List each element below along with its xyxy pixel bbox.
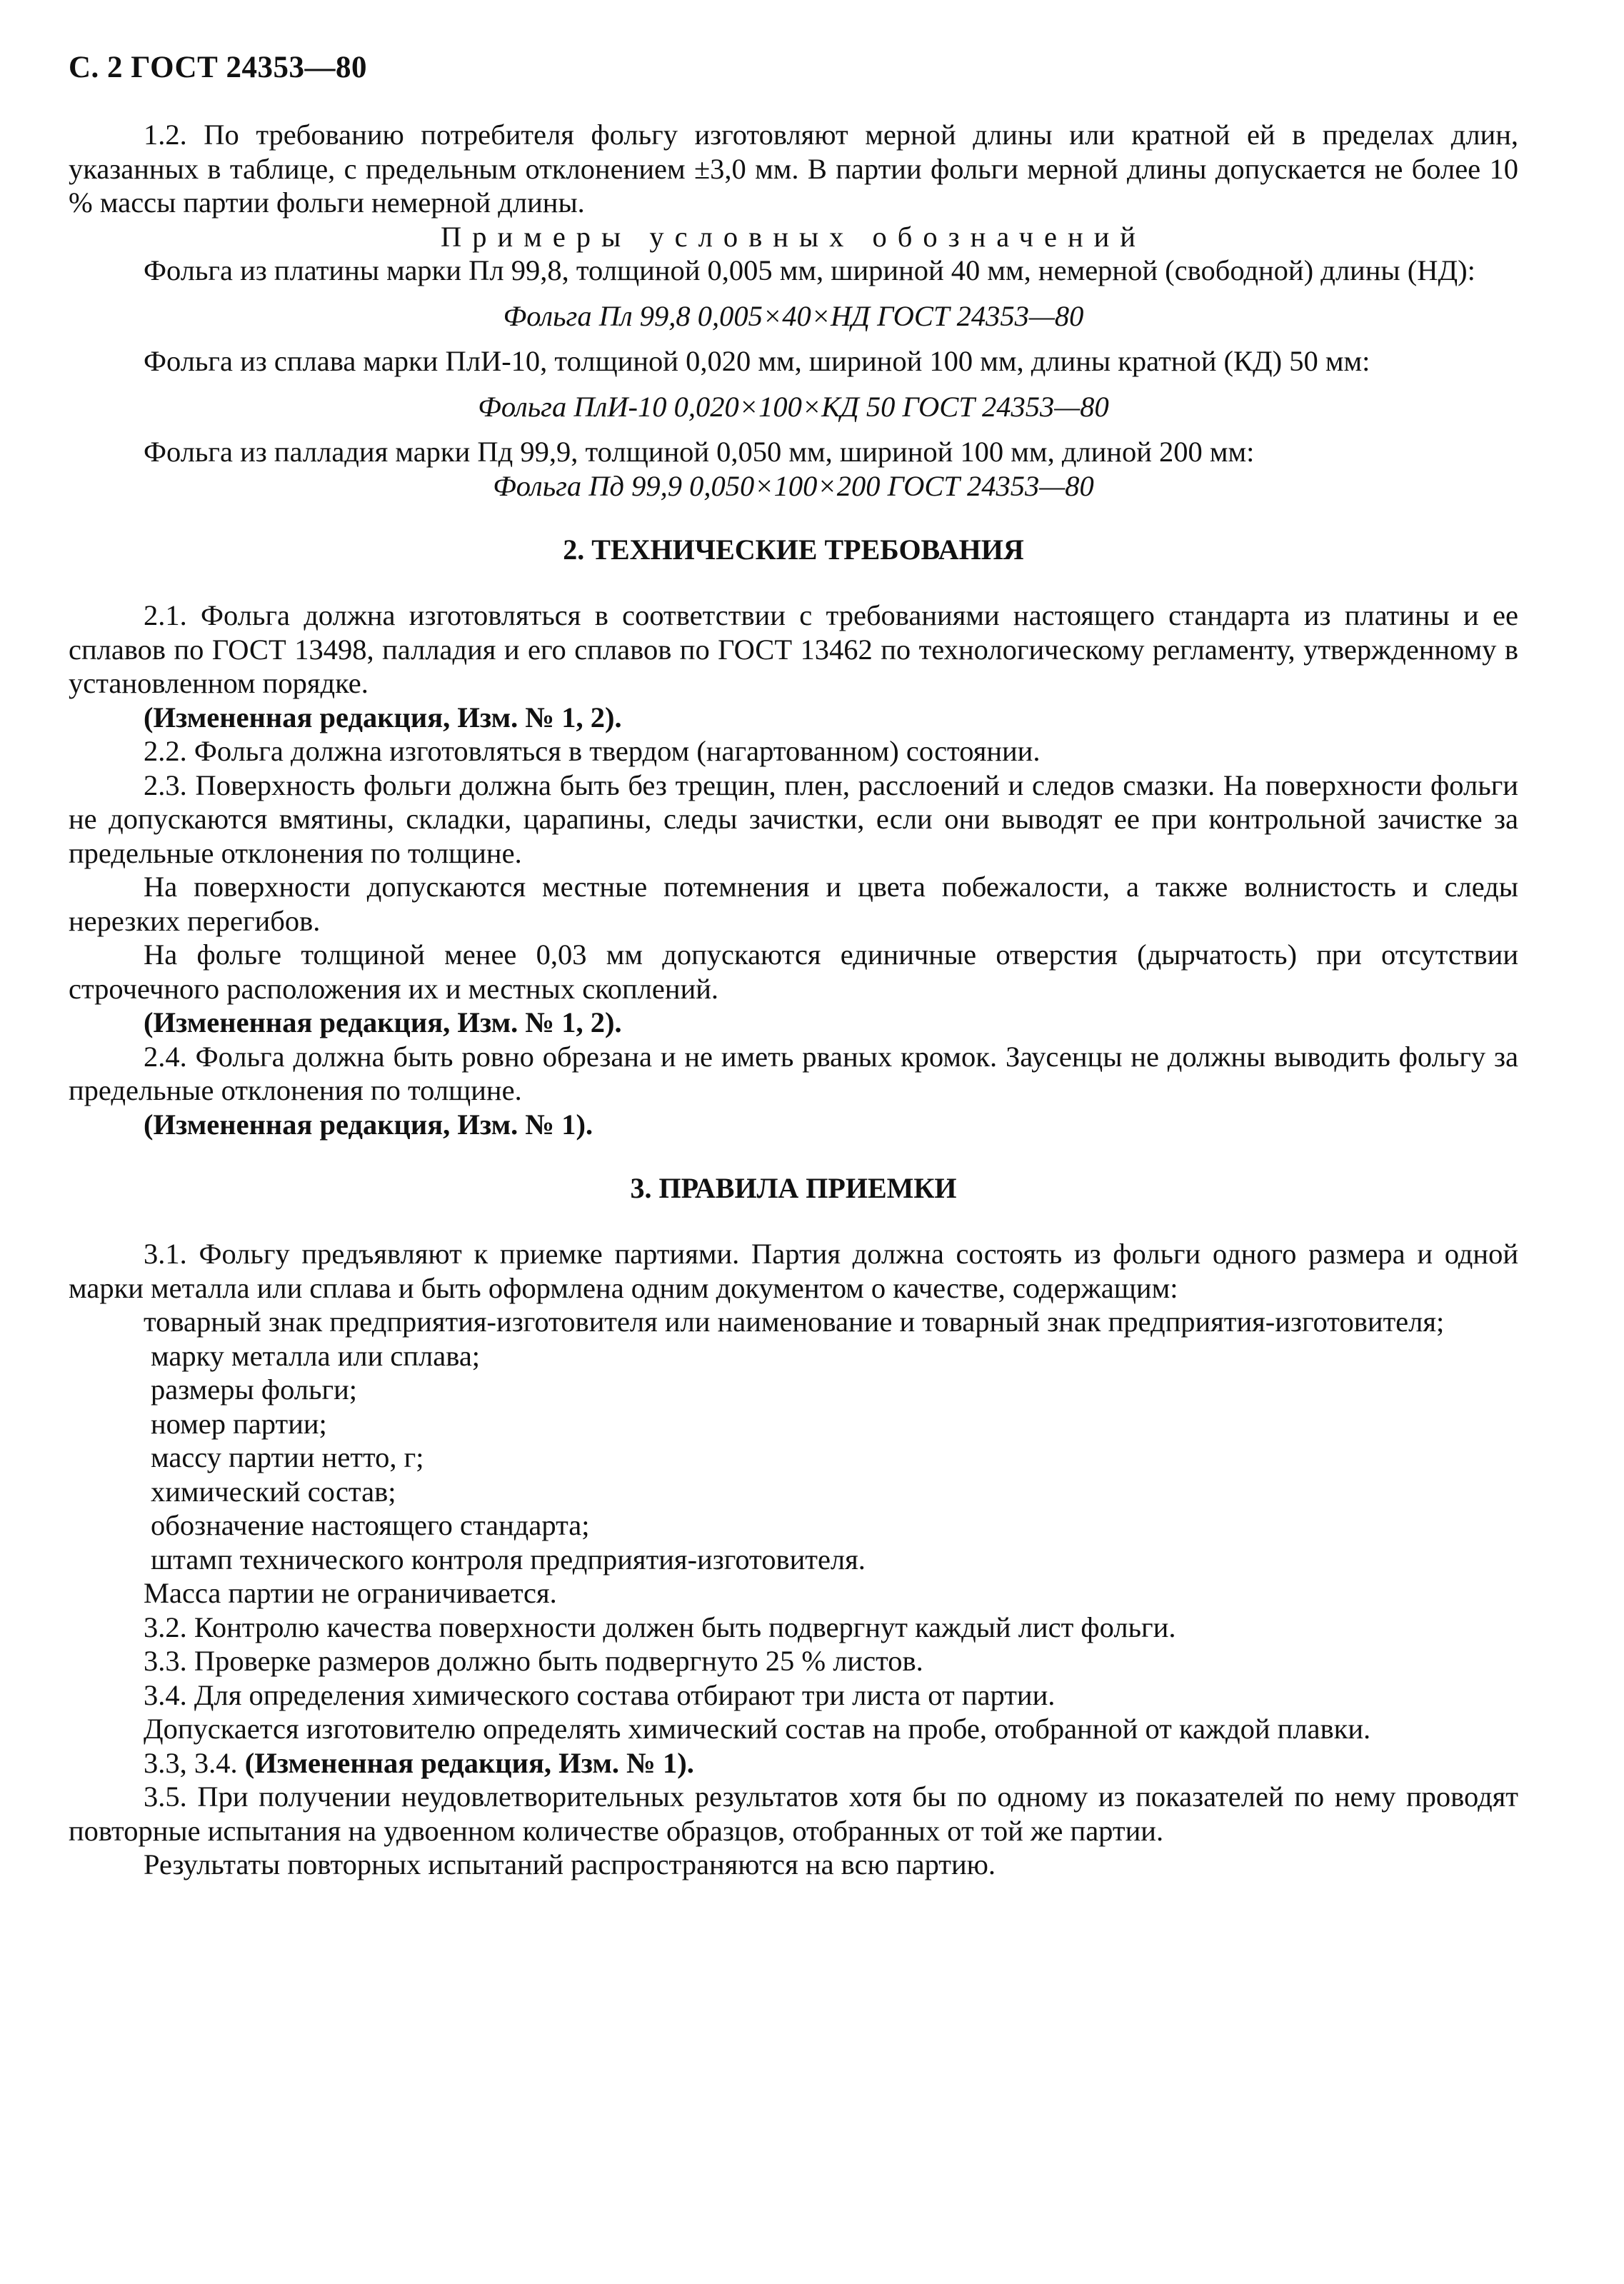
example-2-designation: Фольга ПлИ-10 0,020×100×КД 50 ГОСТ 24353—80 (478, 390, 1109, 423)
paragraph-2-3: 2.3. Поверхность фольги должна быть без трещин, плен, расслоений и следов смазки. На поверхности фольги не допускаются вмятины, складки, царапины, следы зачистки, если они выводят ее при контрольной зачистке за предельные отклонения по толщине. (69, 768, 1518, 869)
examples-title: Примеры условных обозначений (441, 220, 1146, 253)
amendment-note-3: (Измененная редакция, Изм. № 1). (144, 1108, 593, 1141)
paragraph-1-2: 1.2. По требованию потребителя фольгу изготовляют мерной длины или кратной ей в пределах длин, указанных в таблице, с предельным отклонением ±3,0 мм. В партии фольги мерной длины допускается не более 10 % массы партии фольги немерной длины. (69, 119, 1518, 219)
list-item: обозначение настоящего стандарта; (151, 1509, 590, 1541)
paragraph-2-2: 2.2. Фольга должна изготовляться в твердом (нагартованном) состоянии. (144, 735, 1041, 767)
paragraph-3-1: 3.1. Фольгу предъявляют к приемке партиями. Партия должна состоять из фольги одного размера и одной марки металла или сплава и быть оформлена одним документом о качестве, содержащим: (69, 1238, 1518, 1304)
example-1-text: Фольга из платины марки Пл 99,8, толщиной 0,005 мм, шириной 40 мм, немерной (свободной) длины (НД): (144, 254, 1475, 286)
list-item: марку металла или сплава; (151, 1339, 481, 1372)
paragraph-3-3: 3.3. Проверке размеров должно быть подвергнуто 25 % листов. (144, 1645, 923, 1677)
paragraph-3-4: 3.4. Для определения химического состава отбирают три листа от партии. (144, 1678, 1056, 1711)
example-1-designation: Фольга Пл 99,8 0,005×40×НД ГОСТ 24353—80 (503, 299, 1084, 332)
paragraph-3-4-note: Допускается изготовителю определять химический состав на пробе, отобранной от каждой плавки. (144, 1713, 1371, 1745)
list-item: химический состав; (151, 1475, 396, 1508)
amendment-clause-numbers: 3.3, 3.4. (144, 1746, 238, 1779)
example-2-text: Фольга из сплава марки ПлИ-10, толщиной 0,020 мм, шириной 100 мм, длины кратной (КД) 50 мм: (144, 345, 1370, 377)
amendment-note-1: (Измененная редакция, Изм. № 1, 2). (144, 701, 622, 733)
paragraph-3-5: 3.5. При получении неудовлетворительных результатов хотя бы по одному из показателей по нему проводят повторные испытания на удвоенном количестве образцов, отобранных от той же партии. (69, 1780, 1518, 1847)
paragraph-3-2: 3.2. Контролю качества поверхности должен быть подвергнут каждый лист фольги. (144, 1611, 1176, 1643)
list-item: массу партии нетто, г; (151, 1441, 424, 1473)
paragraph-3-5-results: Результаты повторных испытаний распространяются на всю партию. (144, 1848, 996, 1880)
page-header: С. 2 ГОСТ 24353—80 (69, 51, 368, 84)
list-item-trademark: товарный знак предприятия-изготовителя или наименование и товарный знак предприятия-изготовителя; (144, 1306, 1445, 1338)
paragraph-2-1: 2.1. Фольга должна изготовляться в соответствии с требованиями настоящего стандарта из платины и ее сплавов по ГОСТ 13498, палладия и его сплавов по ГОСТ 13462 по технологическому регламенту, утвержденному в установленном порядке. (69, 599, 1518, 699)
amendment-note-4 (69, 1746, 1518, 1780)
amendment-text: (Измененная редакция, Изм. № 1). (244, 1746, 694, 1779)
list-item: номер партии; (151, 1407, 327, 1440)
list-item: штамп технического контроля предприятия-изготовителя. (151, 1543, 866, 1576)
page-content (69, 50, 1518, 1882)
section-2-title: 2. ТЕХНИЧЕСКИЕ ТРЕБОВАНИЯ (563, 534, 1024, 566)
paragraph-2-3-surface: На поверхности допускаются местные потемнения и цвета побежалости, а также волнистость и следы нерезких перегибов. (69, 871, 1518, 937)
paragraph-2-3-holes: На фольге толщиной менее 0,03 мм допускаются единичные отверстия (дырчатость) при отсутствии строчечного расположения их и местных скоплений. (69, 938, 1518, 1005)
amendment-note-2: (Измененная редакция, Изм. № 1, 2). (144, 1006, 622, 1038)
mass-note: Масса партии не ограничивается. (144, 1577, 557, 1609)
example-3-designation: Фольга Пд 99,9 0,050×100×200 ГОСТ 24353—80 (493, 469, 1094, 502)
list-item: размеры фольги; (151, 1373, 358, 1406)
example-3-text: Фольга из палладия марки Пд 99,9, толщиной 0,050 мм, шириной 100 мм, длиной 200 мм: (144, 436, 1255, 468)
section-3-title: 3. ПРАВИЛА ПРИЕМКИ (630, 1172, 957, 1204)
paragraph-2-4: 2.4. Фольга должна быть ровно обрезана и не иметь рваных кромок. Заусенцы не должны выводить фольгу за предельные отклонения по толщине. (69, 1040, 1518, 1106)
